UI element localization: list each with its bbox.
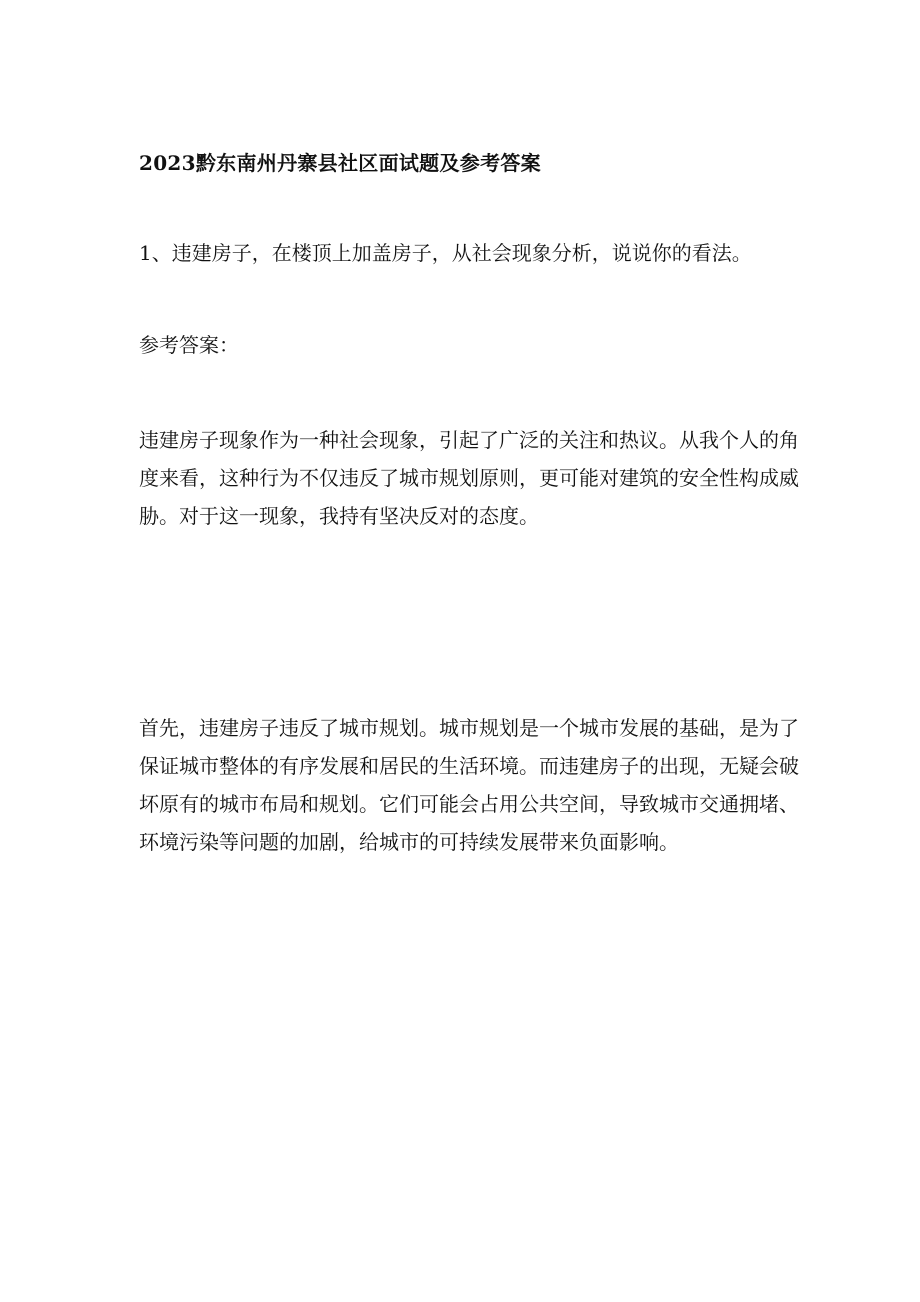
- answer-paragraph: 首先，违建房子违反了城市规划。城市规划是一个城市发展的基础，是为了保证城市整体的有序发展和居民的生活环境。而违建房子的出现，无疑会破坏原有的城市布局和规划。它们可能会占用公共空间，导致城市交通拥堵、环境污染等问题的加剧，给城市的可持续发展带来负面影响。: [139, 716, 799, 854]
- answer-label: 参考答案：: [139, 333, 239, 357]
- answer-paragraph: 违建房子现象作为一种社会现象，引起了广泛的关注和热议。从我个人的角度来看，这种行为不仅违反了城市规划原则，更可能对建筑的安全性构成威胁。对于这一现象，我持有坚决反对的态度。: [139, 428, 799, 528]
- document-title: 2023黔东南州丹寨县社区面试题及参考答案: [139, 151, 541, 175]
- question-text: 1、违建房子，在楼顶上加盖房子，从社会现象分析，说说你的看法。: [139, 241, 752, 265]
